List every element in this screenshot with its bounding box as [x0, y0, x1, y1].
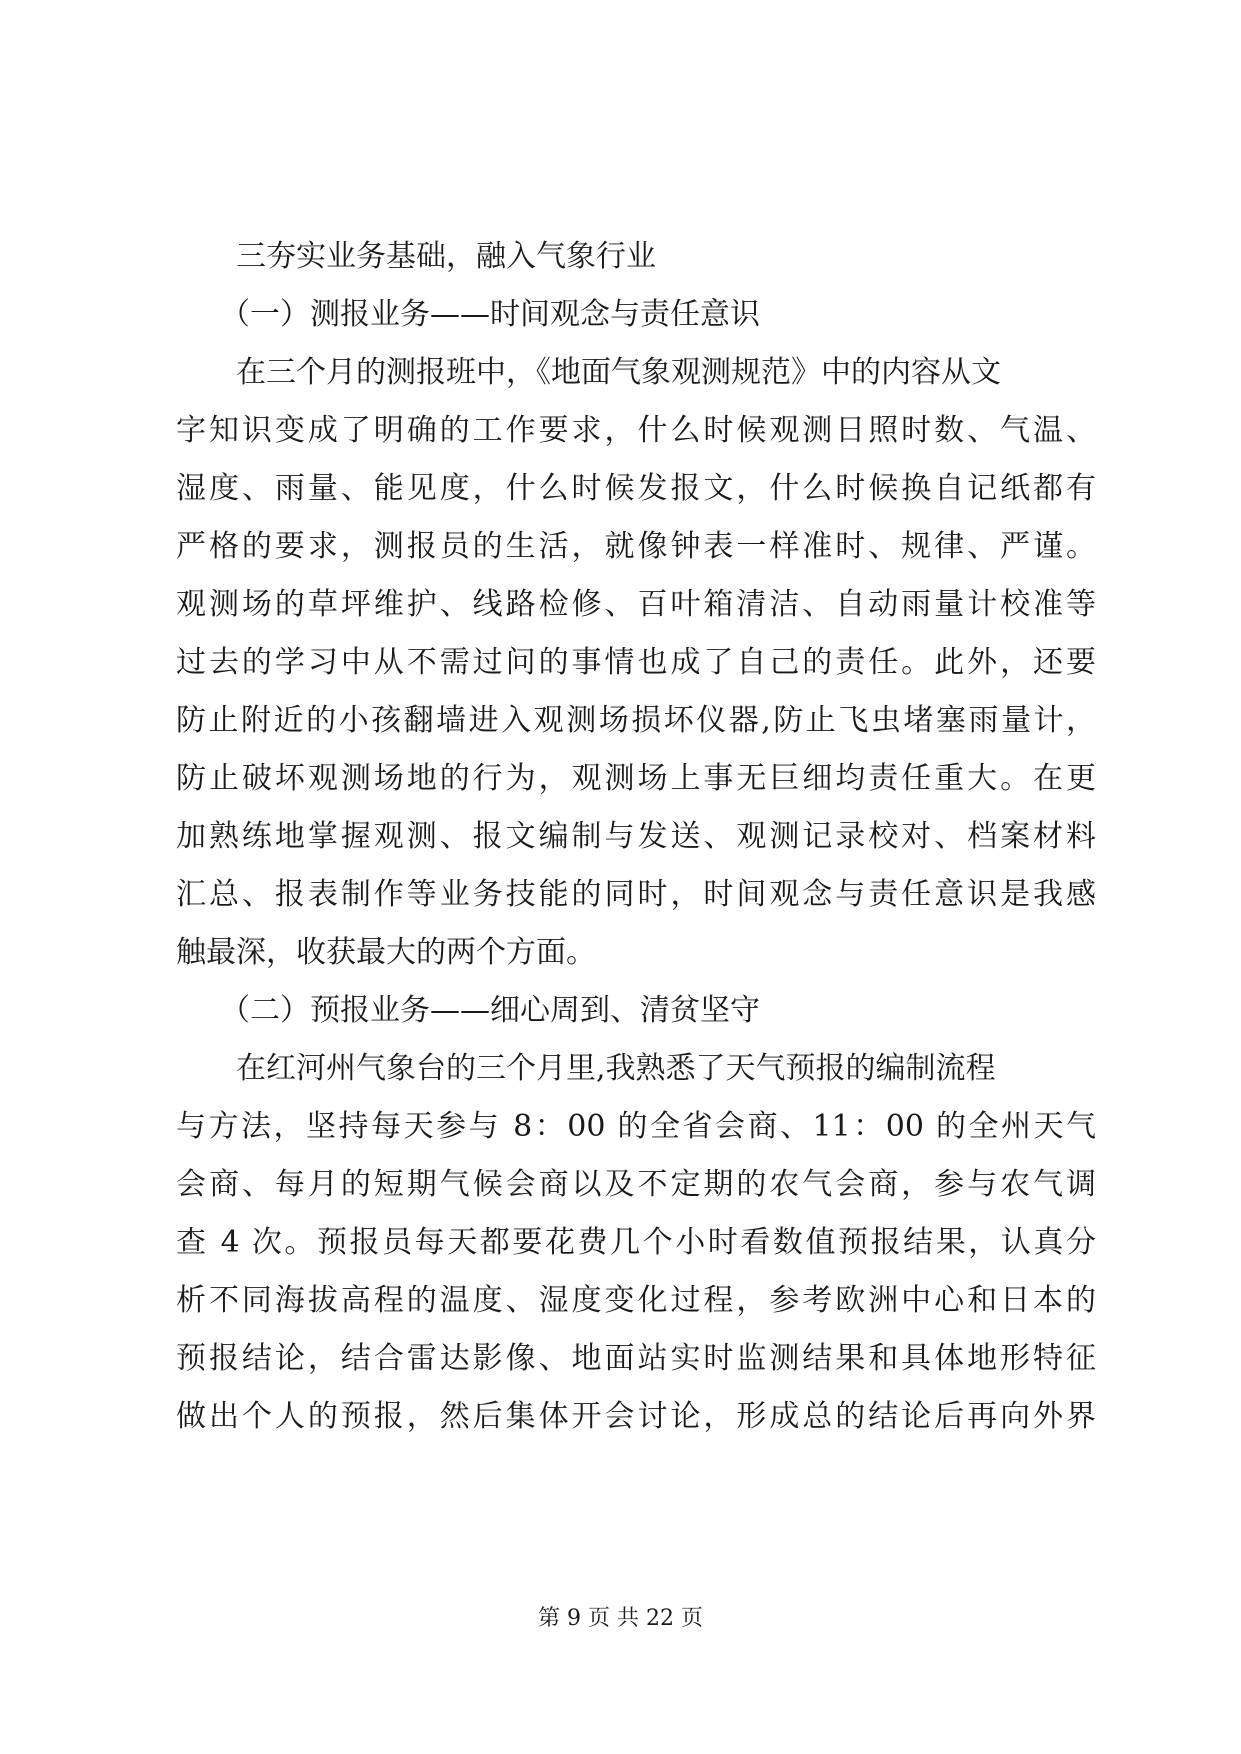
paragraph-line: 防止破坏观测场地的行为，观测场上事无巨细均责任重大。在更: [176, 761, 1096, 796]
paragraph-line: 加熟练地掌握观测、报文编制与发送、观测记录校对、档案材料: [176, 819, 1096, 854]
paragraph-line: 会商、每月的短期气候会商以及不定期的农气会商，参与农气调: [176, 1167, 1096, 1202]
paragraph-line: 析不同海拔高程的温度、湿度变化过程，参考欧洲中心和日本的: [176, 1283, 1096, 1318]
section-heading: 三夯实业务基础，融入气象行业: [236, 239, 656, 274]
document-body: [176, 228, 1096, 1446]
paragraph-line: 严格的要求，测报员的生活，就像钟表一样准时、规律、严谨。: [176, 529, 1096, 564]
paragraph-line: 与方法，坚持每天参与 8：00 的全省会商、11：00 的全州天气: [176, 1109, 1096, 1144]
paragraph-line: 过去的学习中从不需过问的事情也成了自己的责任。此外，还要: [176, 645, 1096, 680]
paragraph-line: 汇总、报表制作等业务技能的同时，时间观念与责任意识是我感: [176, 877, 1096, 912]
subsection-title-observation: （一）测报业务——时间观念与责任意识: [220, 297, 760, 332]
paragraph-forecast: [176, 1040, 1096, 1446]
paragraph-line: 字知识变成了明确的工作要求，什么时候观测日照时数、气温、: [176, 413, 1096, 448]
paragraph-line: 在三个月的测报班中，《地面气象观测规范》中的内容从文: [236, 355, 1001, 390]
subsection-title-forecast: （二）预报业务——细心周到、清贫坚守: [220, 993, 760, 1028]
paragraph-line: 在红河州气象台的三个月里,我熟悉了天气预报的编制流程: [236, 1051, 996, 1086]
paragraph-line: 湿度、雨量、能见度，什么时候发报文，什么时候换自记纸都有: [176, 471, 1096, 506]
paragraph-line: 预报结论，结合雷达影像、地面站实时监测结果和具体地形特征: [176, 1341, 1096, 1376]
page-number-footer: 第 9 页 共 22 页: [538, 1606, 703, 1631]
paragraph-line: 做出个人的预报，然后集体开会讨论，形成总的结论后再向外界: [176, 1399, 1096, 1434]
paragraph-line: 防止附近的小孩翻墙进入观测场损坏仪器,防止飞虫堵塞雨量计，: [176, 703, 1096, 738]
paragraph-line: 触最深，收获最大的两个方面。: [176, 935, 596, 970]
paragraph-observation: [176, 344, 1096, 982]
paragraph-line: 观测场的草坪维护、线路检修、百叶箱清洁、自动雨量计校准等: [176, 587, 1096, 622]
paragraph-line: 查 4 次。预报员每天都要花费几个小时看数值预报结果，认真分: [176, 1225, 1096, 1260]
